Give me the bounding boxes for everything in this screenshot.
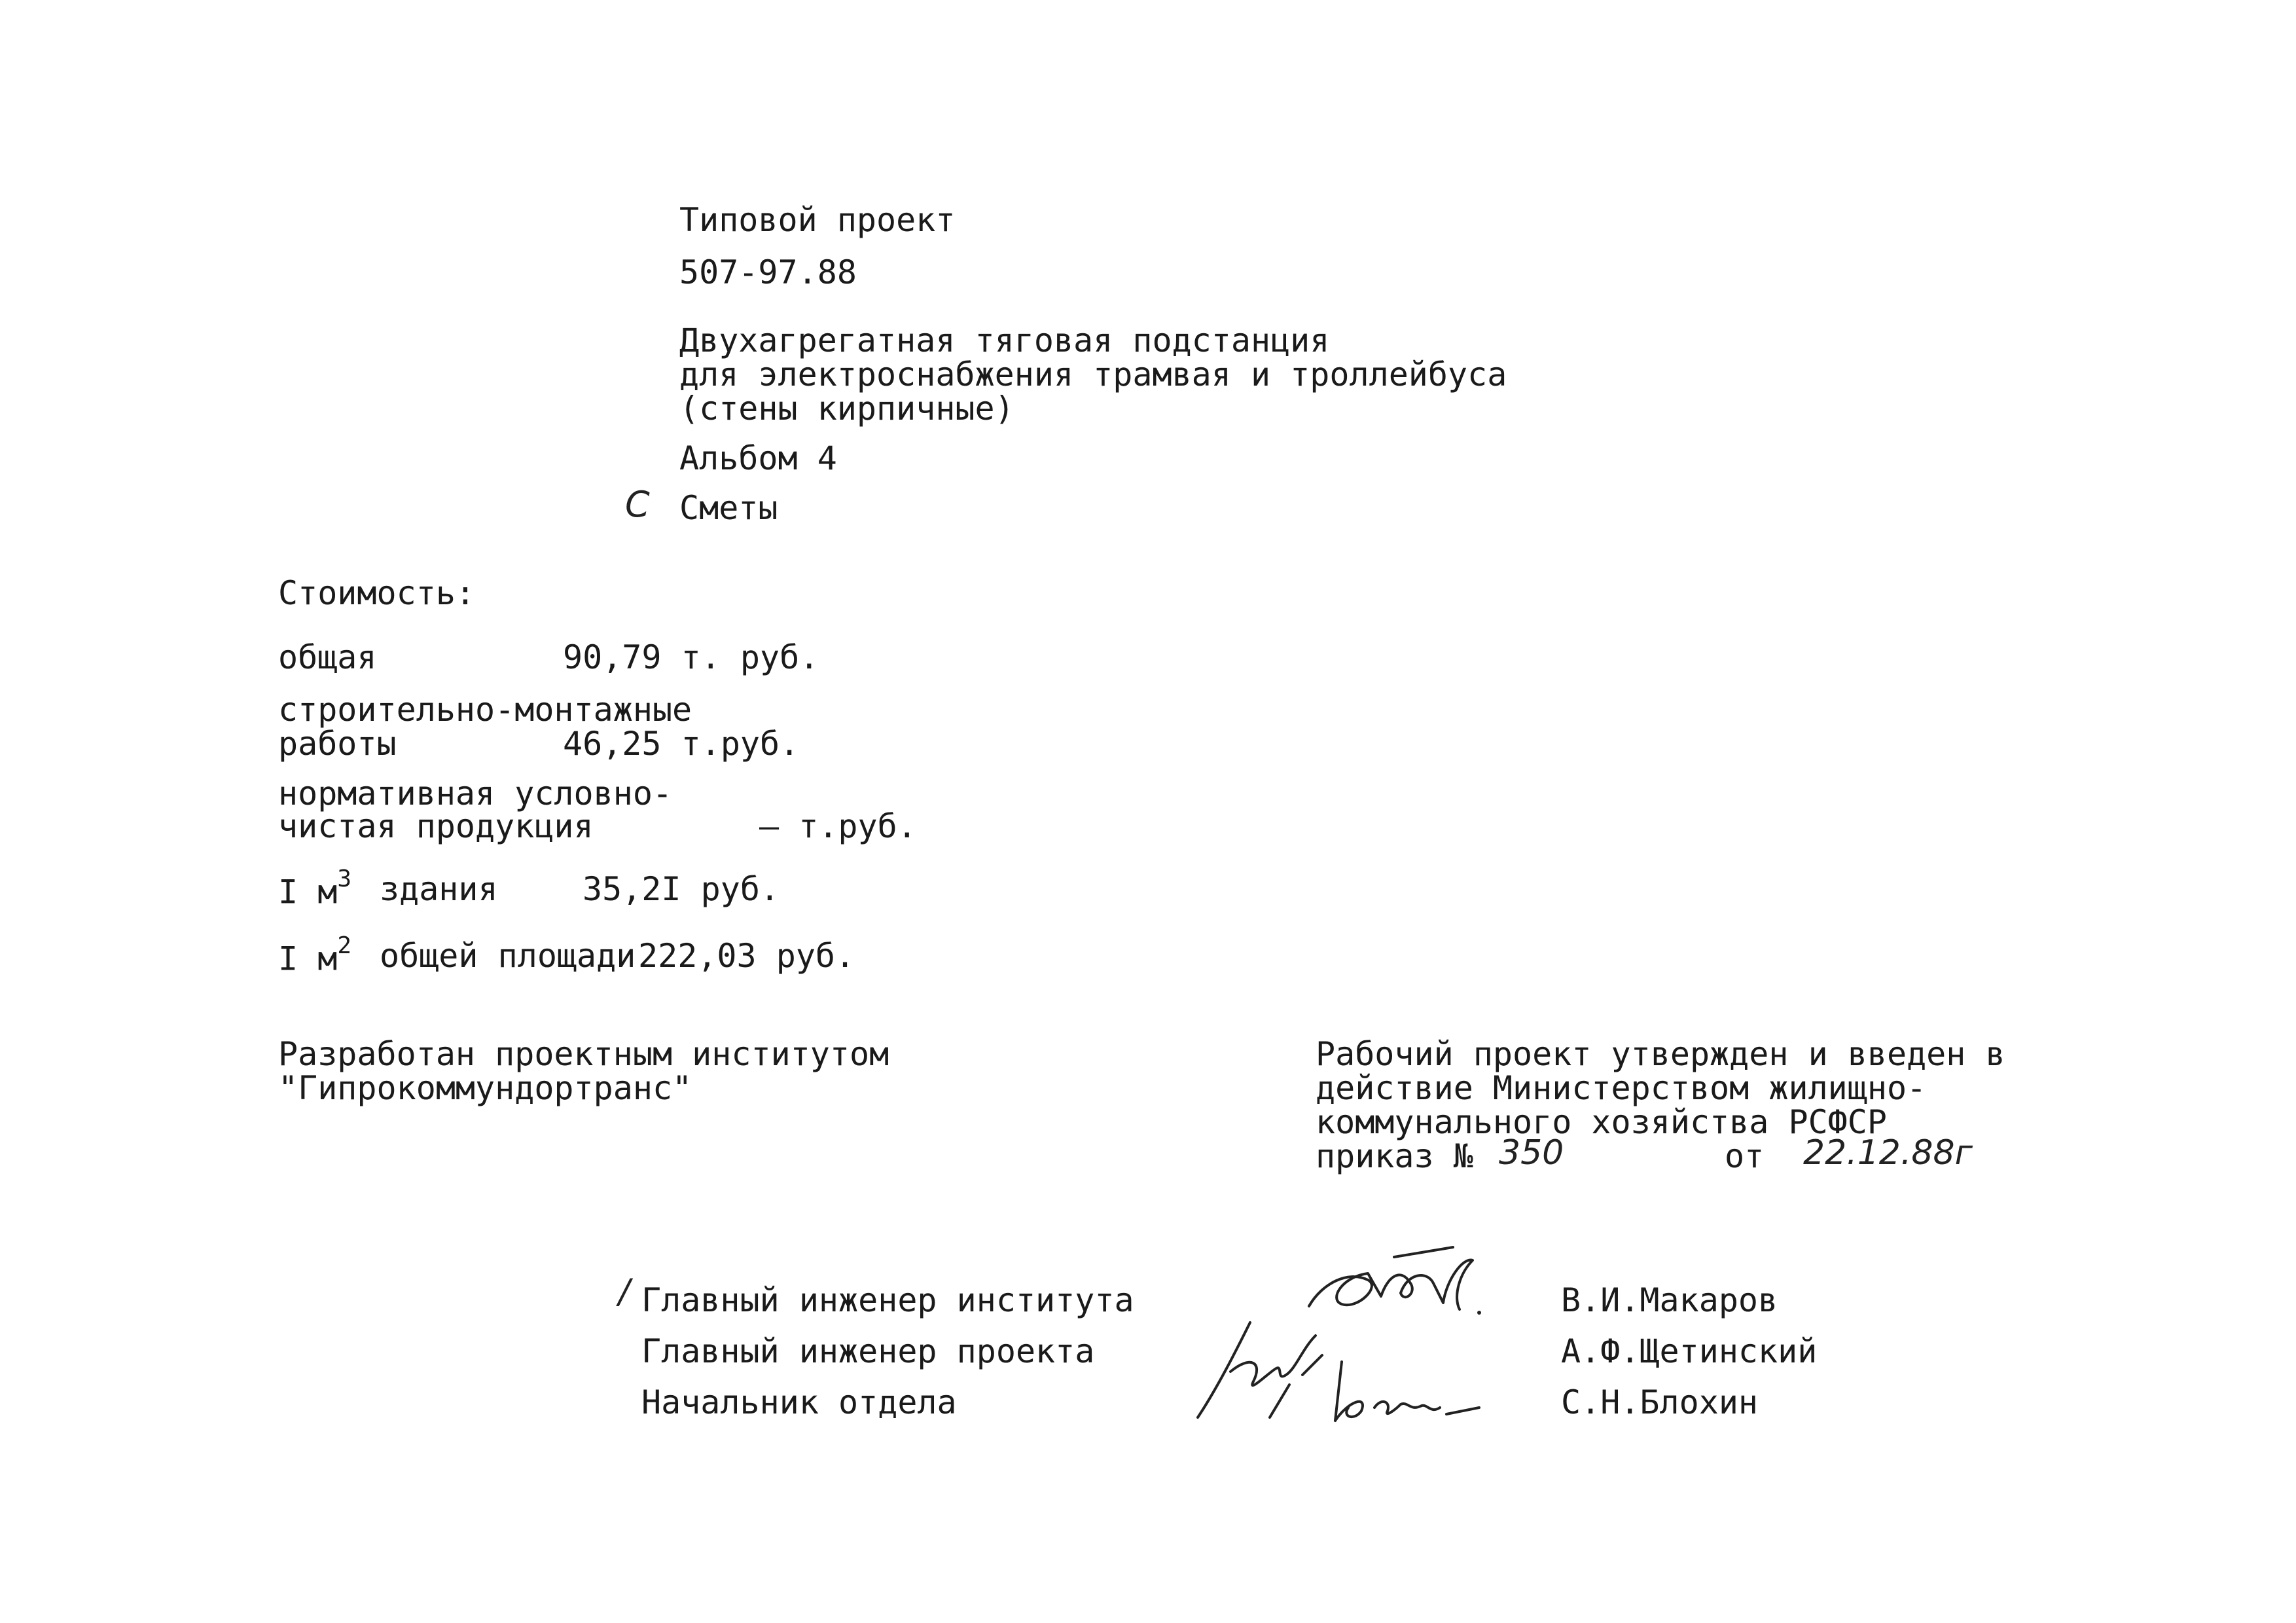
developer-line-1: Разработан проектным институтом: [278, 1035, 889, 1073]
cost-per-m3-exp: 3: [337, 866, 351, 892]
doc-number: 507-97.88: [679, 253, 857, 291]
developer-line-2: "Гипрокоммундортранс": [278, 1069, 692, 1107]
approval-line-3: коммунального хозяйства РСФСР: [1316, 1103, 1887, 1141]
cost-per-m2-exp: 2: [337, 932, 351, 959]
cost-normative-value: – т.руб.: [759, 807, 917, 845]
signature-2-icon: [1191, 1309, 1348, 1427]
signatory-name-1: В.И.Макаров: [1561, 1281, 1778, 1319]
handwritten-mark: C: [625, 484, 650, 525]
cost-per-m3-prefix: I м: [278, 873, 338, 911]
title-line-1: Двухагрегатная тяговая подстанция: [679, 321, 1330, 359]
cost-per-m2-value: 222,03 руб.: [638, 937, 855, 975]
cost-construction-label-2: работы: [278, 725, 397, 763]
cost-construction-value: 46,25 т.руб.: [563, 725, 800, 763]
cost-per-m2: [278, 932, 351, 978]
cost-normative-label-2: чистая продукция: [278, 807, 594, 845]
approval-date-value: 22.12.88г: [1803, 1133, 1973, 1173]
section-label: Сметы: [679, 489, 778, 527]
cost-normative-label-1: нормативная условно-: [278, 775, 673, 812]
approval-order-number: 350: [1499, 1133, 1564, 1173]
approval-date-label: от: [1725, 1137, 1765, 1175]
signatory-name-2: А.Ф.Щетинский: [1561, 1332, 1818, 1370]
doc-type: Типовой проект: [679, 201, 956, 239]
cost-per-m2-label: общей площади: [380, 937, 636, 975]
signatory-role-3: Начальник отдела: [641, 1383, 957, 1421]
cost-per-m3: [278, 866, 351, 911]
cost-total-value: 90,79 т. руб.: [563, 638, 819, 676]
approval-line-2: действие Министерством жилищно-: [1316, 1069, 1927, 1107]
signature-3-icon: [1329, 1355, 1486, 1427]
signatory-name-3: С.Н.Блохин: [1561, 1383, 1759, 1421]
signatory-role-1: Главный инженер института: [641, 1281, 1134, 1319]
approval-order-label: приказ №: [1316, 1137, 1473, 1175]
cost-per-m2-prefix: I м: [278, 939, 338, 978]
cost-per-m3-label: здания: [380, 870, 498, 908]
cost-construction-label-1: строительно-монтажные: [278, 691, 692, 729]
cost-heading: Стоимость:: [278, 574, 476, 612]
cost-per-m3-value: 35,2I руб.: [583, 870, 780, 908]
cost-total-label: общая: [278, 638, 377, 676]
tick-mark: /: [619, 1272, 630, 1311]
album-label: Альбом 4: [679, 439, 837, 477]
title-line-2: для электроснабжения трамвая и троллейбуса: [679, 356, 1507, 393]
title-line-3: (стены кирпичные): [679, 390, 1014, 428]
signatory-role-2: Главный инженер проекта: [641, 1332, 1095, 1370]
approval-line-1: Рабочий проект утвержден и введен в: [1316, 1035, 2005, 1073]
